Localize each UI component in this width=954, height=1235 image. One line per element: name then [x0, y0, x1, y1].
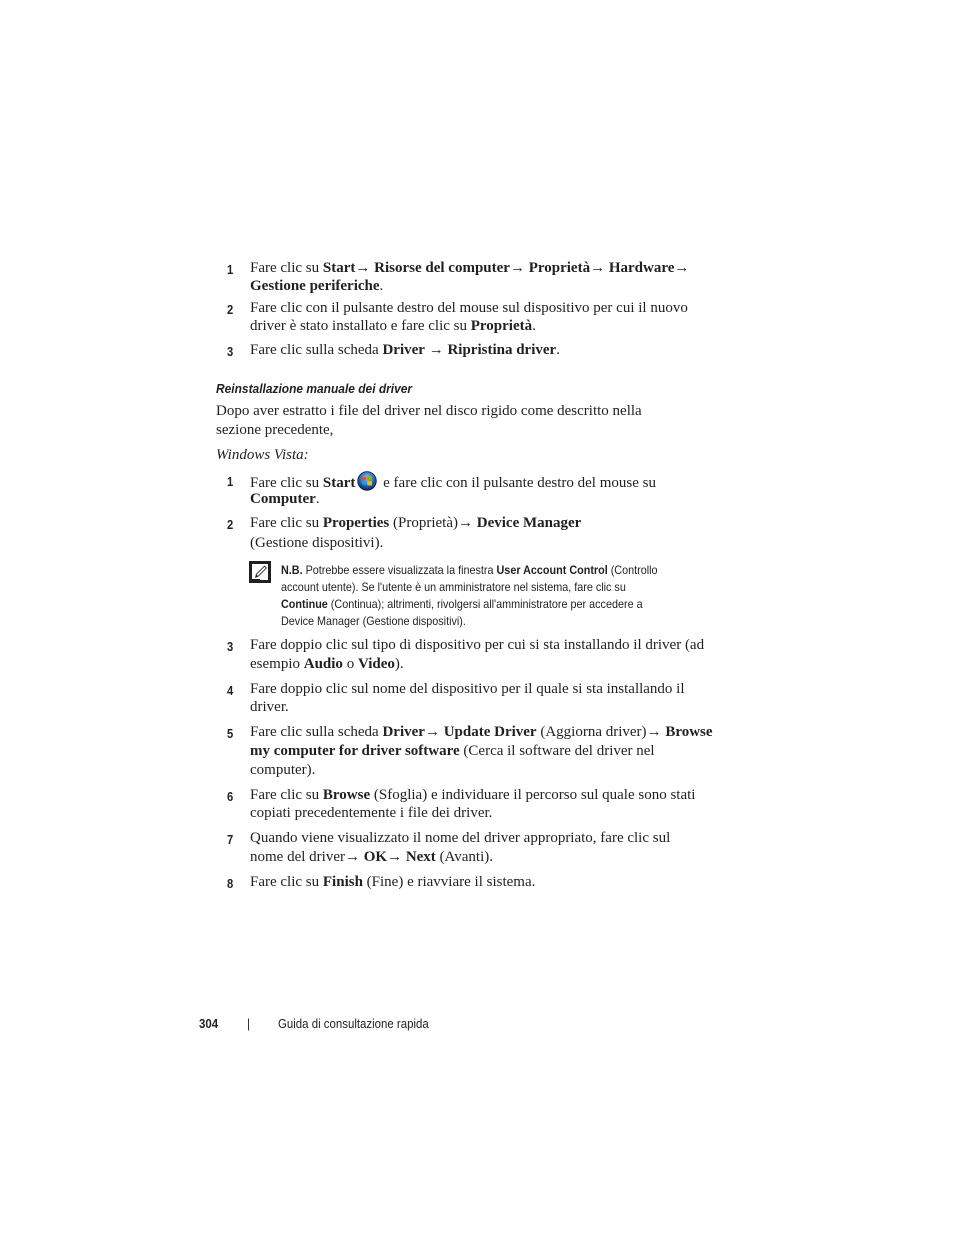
- bold-text-run: Risorse del computer: [374, 260, 510, 276]
- step-text: [250, 259, 715, 278]
- bold-text-run: Browse: [665, 724, 713, 740]
- bold-text-run: Computer: [250, 491, 316, 507]
- text-run: (Avanti).: [435, 849, 494, 865]
- step-text: [250, 514, 715, 533]
- text-run: Fare doppio clic sul tipo di dispositivo per cui si sta installando il driver (ad: [250, 637, 705, 653]
- text-run: copiati precedentemente i file dei driver.: [250, 805, 493, 821]
- intro-line: sezione precedente,: [216, 422, 334, 438]
- step-number: 3: [227, 344, 234, 359]
- text-run: →: [387, 849, 406, 865]
- text-run: .: [379, 278, 384, 294]
- page-number: 304: [199, 1016, 219, 1031]
- step-text: [250, 636, 715, 655]
- step-text: [250, 317, 715, 336]
- step-number: 2: [227, 302, 234, 317]
- text-run: driver.: [250, 699, 289, 715]
- bold-text-run: my computer for driver software: [250, 743, 460, 759]
- text-run: Fare clic su: [250, 515, 323, 531]
- text-run: Fare clic su: [250, 787, 323, 803]
- step-number: 2: [227, 517, 234, 532]
- step-text: [250, 873, 715, 892]
- bold-text-run: Start: [322, 475, 356, 491]
- step-text: [250, 848, 715, 867]
- text-run: o: [342, 656, 358, 672]
- step-text: [250, 698, 715, 717]
- step-text: [250, 490, 715, 509]
- step-number: 5: [227, 726, 234, 741]
- text-run: (Controllo: [607, 563, 658, 577]
- step-number: 1: [227, 474, 234, 489]
- bold-text-run: Update Driver: [443, 724, 537, 740]
- os-label: Windows Vista:: [216, 447, 309, 463]
- step-text: [250, 341, 715, 360]
- note-text: [281, 562, 720, 579]
- text-run: →: [424, 724, 444, 740]
- text-run: Fare clic sulla scheda: [250, 342, 383, 358]
- bold-text-run: Driver: [382, 342, 425, 358]
- bold-text-run: Device Manager: [476, 515, 582, 531]
- pencil-note-icon: [249, 561, 271, 583]
- step-number: 7: [227, 832, 234, 847]
- step-number: 1: [227, 262, 234, 277]
- intro-line: Dopo aver estratto i file del driver nel disco rigido come descritto nella: [216, 403, 642, 419]
- step-text: [250, 761, 715, 780]
- windows-start-orb-icon: [357, 471, 377, 491]
- bold-text-run: Browse: [322, 787, 371, 803]
- bold-text-run: Next: [405, 849, 436, 865]
- bold-text-run: N.B.: [281, 563, 303, 577]
- bold-text-run: OK: [363, 849, 388, 865]
- text-run: nome del driver: [250, 849, 345, 865]
- note-text: [281, 579, 720, 596]
- bold-text-run: Driver: [382, 724, 425, 740]
- step-text: [250, 723, 715, 742]
- step-text: [250, 742, 715, 761]
- step-number: 3: [227, 639, 234, 654]
- bold-text-run: Properties: [322, 515, 390, 531]
- text-run: (Sfoglia) e individuare il percorso sul quale sono stati: [370, 787, 696, 803]
- text-run: driver è stato installato e fare clic su: [250, 318, 471, 334]
- text-run: →: [344, 849, 364, 865]
- text-run: e fare clic con il pulsante destro del mouse su: [379, 475, 656, 491]
- text-run: (Proprietà): [389, 515, 458, 531]
- bold-text-run: Proprietà: [470, 318, 533, 334]
- text-run: .: [315, 491, 320, 507]
- text-run: (Fine) e riavviare il sistema.: [362, 874, 536, 890]
- note-text: [281, 596, 720, 613]
- step-text: [250, 534, 715, 553]
- text-run: →: [424, 342, 448, 358]
- step-text: [250, 804, 715, 823]
- step-text: [250, 299, 715, 318]
- step-number: 8: [227, 876, 234, 891]
- footer-separator: |: [247, 1016, 250, 1031]
- text-run: Fare clic su: [250, 874, 323, 890]
- text-run: Potrebbe essere visualizzata la finestra: [302, 563, 497, 577]
- text-run: →: [458, 515, 477, 531]
- footer-title: Guida di consultazione rapida: [278, 1016, 429, 1031]
- bold-text-run: Finish: [322, 874, 363, 890]
- section-heading: Reinstallazione manuale dei driver: [216, 381, 413, 396]
- step-number: 6: [227, 789, 234, 804]
- step-text: [250, 786, 715, 805]
- bold-text-run: Hardware: [608, 260, 675, 276]
- text-run: Fare doppio clic sul nome del dispositivo per il quale si sta installando il: [250, 681, 685, 697]
- text-run: account utente). Se l'utente è un amministratore nel sistema, fare clic su: [281, 580, 626, 594]
- text-run: Fare clic sulla scheda: [250, 724, 383, 740]
- text-run: Device Manager (Gestione dispositivi).: [281, 614, 466, 628]
- text-run: Fare clic su: [250, 475, 323, 491]
- note-text: [281, 613, 720, 630]
- text-run: (Cerca il software del driver nel: [459, 743, 655, 759]
- text-run: →: [590, 260, 609, 276]
- step-text-part: [379, 475, 656, 491]
- text-run: (Gestione dispositivi).: [250, 535, 384, 551]
- bold-text-run: Audio: [303, 656, 343, 672]
- step-text: [250, 277, 715, 296]
- text-run: .: [556, 342, 560, 358]
- bold-text-run: Ripristina driver: [447, 342, 557, 358]
- text-run: Fare clic con il pulsante destro del mouse sul dispositivo per cui il nuovo: [250, 300, 688, 316]
- text-run: .: [532, 318, 536, 334]
- step-text: [250, 680, 715, 699]
- text-run: →: [509, 260, 529, 276]
- text-run: →: [674, 260, 690, 276]
- bold-text-run: Video: [357, 656, 395, 672]
- bold-text-run: Proprietà: [528, 260, 591, 276]
- bold-text-run: Start: [322, 260, 356, 276]
- text-run: computer).: [250, 762, 316, 778]
- text-run: →: [646, 724, 666, 740]
- step-text: [250, 655, 715, 674]
- text-run: esempio: [250, 656, 304, 672]
- text-run: Fare clic su: [250, 260, 323, 276]
- step-text-part: [250, 475, 355, 491]
- text-run: ).: [394, 656, 404, 672]
- bold-text-run: User Account Control: [496, 563, 608, 577]
- step-number: 4: [227, 683, 234, 698]
- text-run: (Continua); altrimenti, rivolgersi all'amministratore per accedere a: [327, 597, 643, 611]
- bold-text-run: Gestione periferiche: [250, 278, 380, 294]
- text-run: (Aggiorna driver): [536, 724, 647, 740]
- bold-text-run: Continue: [281, 597, 328, 611]
- step-text: [250, 829, 715, 848]
- text-run: →: [355, 260, 375, 276]
- text-run: Quando viene visualizzato il nome del driver appropriato, fare clic sul: [250, 830, 671, 846]
